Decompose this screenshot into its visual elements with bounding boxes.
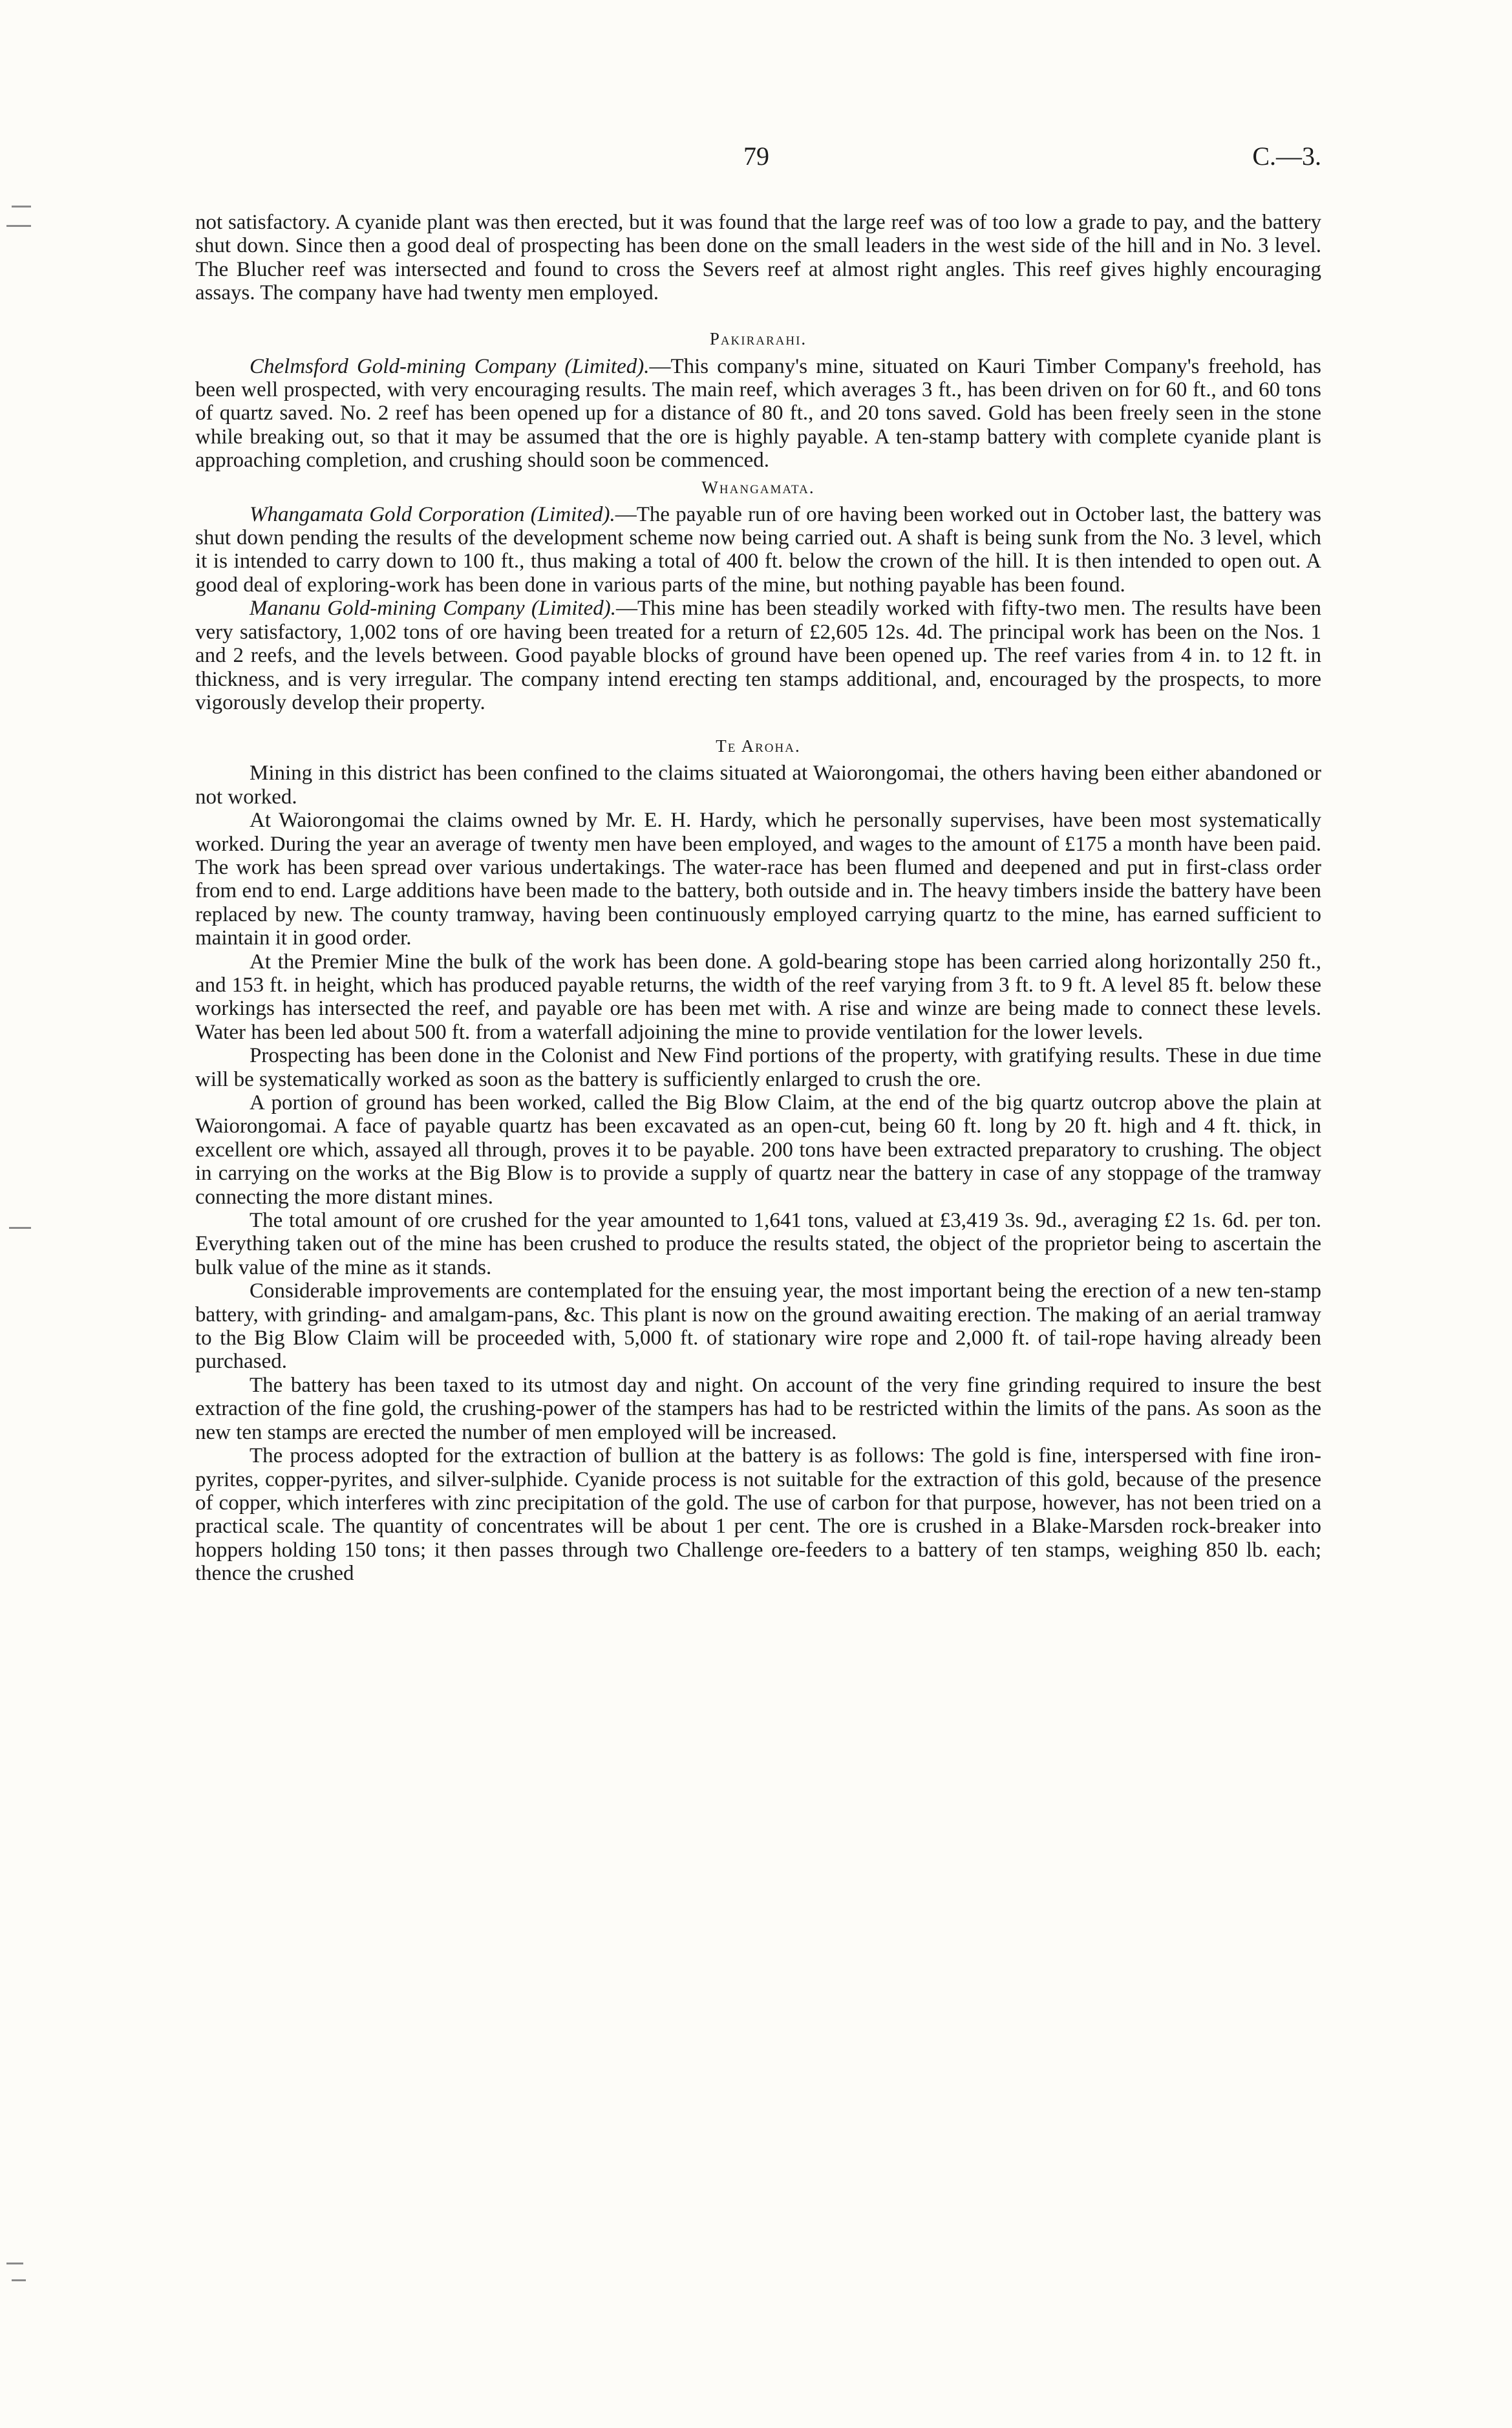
paragraph: A portion of ground has been worked, called the Big Blow Claim, at the end of the big quartz outcrop above the plain at Waiorongomai. A face of payable quartz has been excavated as an open-cut, being 60 ft. long by 20 ft. high and 4 ft. thick, in excellent ore which, assayed all through, proves it to be payable. 200 tons have been extracted preparatory to crushing. The object in carrying on the works at the Big Blow is to provide a supply of quartz near the battery in case of any stoppage of the tramway connecting the more distant mines. (195, 1091, 1321, 1209)
scan-mark (6, 2263, 23, 2264)
paragraph (195, 597, 1321, 714)
paragraph: The process adopted for the extraction of bullion at the battery is as follows: The gold is fine, interspersed with fine iron-pyrites, copper-pyrites, and silver-sulphide. Cyanide process is not suitable for the extraction of this gold, because of the presence of copper, which interferes with zinc precipitation of the gold. The use of carbon for that purpose, however, has not been tried on a practical scale. The quantity of concentrates will be about 1 per cent. The ore is crushed in a Blake-Marsden rock-breaker into hoppers holding 150 tons; it then passes through two Challenge ore-feeders to a battery of ten stamps, weighing 850 lb. each; thence the crushed (195, 1444, 1321, 1586)
scan-mark (6, 225, 31, 227)
scan-mark (9, 1227, 31, 1229)
paragraph: Considerable improvements are contemplated for the ensuing year, the most important being the erection of a new ten-stamp battery, with grinding- and amalgam-pans, &c. This plant is now on the ground awaiting erection. The making of an aerial tramway to the Big Blow Claim will be proceeded with, 5,000 ft. of stationary wire rope and 2,000 ft. of tail-rope having already been purchased. (195, 1279, 1321, 1374)
paragraph: not satisfactory. A cyanide plant was then erected, but it was found that the large reef was of too low a grade to pay, and the battery shut down. Since then a good deal of prospecting has been done on the small leaders in the west side of the hill and in No. 3 level. The Blucher reef was intersected and found to cross the Severs reef at almost right angles. This reef gives highly encouraging assays. The company have had twenty men employed. (195, 211, 1321, 305)
paragraph: Prospecting has been done in the Colonist and New Find portions of the property, with gratifying results. These in due time will be systematically worked as soon as the battery is sufficiently enlarged to crush the ore. (195, 1044, 1321, 1091)
paragraph: At Waiorongomai the claims owned by Mr. E. H. Hardy, which he personally supervises, have been most systematically worked. During the year an average of twenty men have been employed, and wages to the amount of £175 a month have been paid. The work has been spread over various undertakings. The water-race has been flumed and deepened and put in first-class order from end to end. Large additions have been made to the battery, both outside and in. The heavy timbers inside the battery have been replaced by new. The county tramway, having been continuously employed carrying quartz to the mine, has earned sufficient to maintain it in good order. (195, 809, 1321, 950)
page-number: 79 (743, 142, 769, 171)
document-page (195, 141, 1321, 1586)
paragraph (195, 355, 1321, 473)
section-heading-te-aroha: Te Aroha. (716, 736, 801, 756)
section-heading-pakirarahi: Pakirarahi. (709, 328, 807, 348)
scan-mark (12, 206, 31, 208)
paragraph-text: —This company's mine, situated on Kauri Timber Company's freehold, has been well prospected, with very encouraging results. The main reef, which averages 3 ft., has been driven on for 60 ft., and 60 tons of quartz saved. No. 2 reef has been opened up for a distance of 80 ft., and 20 tons saved. Gold has been freely seen in the stone while breaking out, so that it may be assumed that the ore is highly payable. A ten-stamp battery with complete cyanide plant is approaching completion, and crushing should soon be commenced. (195, 354, 1322, 473)
company-name: Whangamata Gold Corporation (Limited). (250, 502, 615, 526)
paragraph-text: —This mine has been steadily worked with fifty-two men. The results have been very satisfactory, 1,002 tons of ore having been treated for a return of £2,605 12s. 4d. The principal work has been on the Nos. 1 and 2 reefs, and the levels between. Good payable blocks of ground have been opened up. The reef varies from 4 in. to 12 ft. in thickness, and is very irregular. The company intend erecting ten stamps additional, and, encouraged by the prospects, to more vigorously develop their property. (195, 597, 1321, 714)
paragraph: The battery has been taxed to its utmost day and night. On account of the very fine grinding required to insure the best extraction of the fine gold, the crushing-power of the stampers has had to be restricted within the limits of the pans. As soon as the new ten stamps are erected the number of men employed will be increased. (195, 1373, 1321, 1444)
paragraph (195, 503, 1321, 597)
body-text (195, 211, 1321, 1586)
running-head (195, 141, 1321, 180)
company-name: Mananu Gold-mining Company (Limited). (250, 597, 616, 621)
paragraph: At the Premier Mine the bulk of the work has been done. A gold-bearing stope has been carried along horizontally 250 ft., and 153 ft. in height, which has produced payable returns, the width of the reef varying from 3 ft. to 9 ft. A level 85 ft. below these workings has intersected the reef, and payable ore has been met with. A rise and winze are being made to connect these levels. Water has been led about 500 ft. from a waterfall adjoining the mine to provide ventilation for the lower levels. (195, 950, 1321, 1044)
section-heading-whangamata: Whangamata. (701, 477, 815, 497)
paragraph-text: —The payable run of ore having been worked out in October last, the battery was shut down pending the results of the development scheme now being carried out. A shaft is being sunk from the No. 3 level, which it is intended to carry down to 100 ft., thus making a total of 400 ft. below the crown of the hill. It is then intended to open out. A good deal of exploring-work has been done in various parts of the mine, but nothing payable has been found. (195, 502, 1321, 597)
paper-reference: C.—3. (1252, 142, 1321, 171)
company-name: Chelmsford Gold-mining Company (Limited). (250, 354, 650, 378)
paragraph: Mining in this district has been confined to the claims situated at Waiorongomai, the others having been either abandoned or not worked. (195, 761, 1321, 809)
scan-mark (12, 2279, 26, 2281)
paragraph: The total amount of ore crushed for the year amounted to 1,641 tons, valued at £3,419 3s. 9d., averaging £2 1s. 6d. per ton. Everything taken out of the mine has been crushed to produce the results stated, the object of the proprietor being to ascertain the bulk value of the mine as it stands. (195, 1209, 1321, 1279)
